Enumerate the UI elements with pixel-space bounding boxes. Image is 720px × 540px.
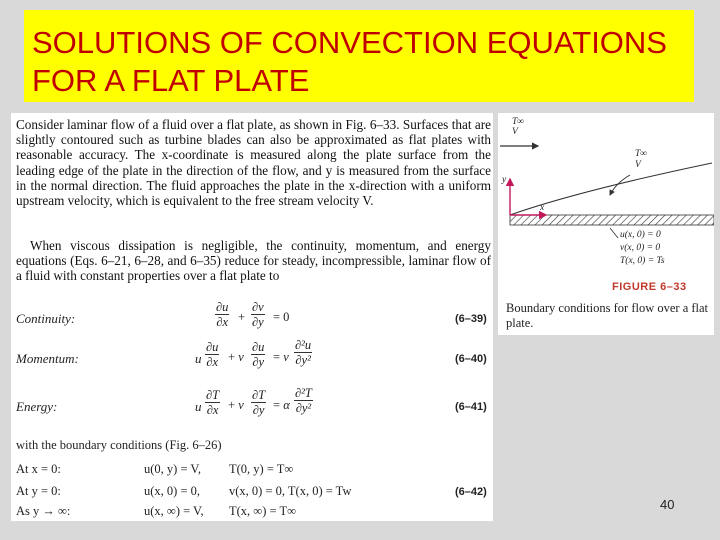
eq-number-41: (6–41) <box>455 401 487 413</box>
figure-title: FIGURE 6–33 <box>612 281 687 293</box>
paragraph-2: When viscous dissipation is negligible, the continuity, momentum, and energy equations (Eqs. 6–21, 6–28, and 6–35) reduce for steady, incompressible, laminar flow of a fluid with constant properties over a flat plate to <box>16 238 491 284</box>
bc-pointer <box>610 228 618 238</box>
equals-zero: = 0 <box>273 310 290 324</box>
eq-number-40: (6–40) <box>455 353 487 365</box>
flat-plate <box>510 215 714 225</box>
mid-label-T: T∞ <box>635 149 648 159</box>
plus-sign: + <box>238 310 246 324</box>
figure-caption: Boundary conditions for flow over a flat plate. <box>506 301 709 330</box>
energy-u: u <box>195 399 202 414</box>
equals-alpha: = α <box>273 398 290 412</box>
paragraph-1: Consider laminar flow of a fluid over a flat plate, as shown in Fig. 6–33. Surfaces that are slightly contoured such as turbine blades can also be approximated as flat plates with reasonable accuracy. The x-coordinate is measured along the plate surface from the leading edge of the plate in the direction of the flow, and y is measured from the surface in the normal direction. The fluid approaches the plate in the x-direction with a uniform upstream velocity, which is equivalent to the free stream velocity V. <box>16 117 491 209</box>
title-line-2: FOR A FLAT PLATE <box>32 63 310 98</box>
top-label-T: T∞ <box>512 117 525 127</box>
bc-row-3-b: T(x, ∞) = T∞ <box>229 504 296 518</box>
eq-number-42: (6–42) <box>455 486 487 498</box>
bc-row-2-cond: At y = 0: <box>16 484 61 498</box>
equals-nu: = ν <box>273 350 289 364</box>
bc-row-1-cond: At x = 0: <box>16 462 61 476</box>
continuity-frac-2: $\frac{\partial v}{\partial y}$ <box>252 300 264 329</box>
plus-sign-3: + v <box>228 398 244 412</box>
flat-plate-diagram <box>498 113 714 278</box>
textbook-page <box>11 113 493 521</box>
bc-row-1-b: T(0, y) = T∞ <box>229 462 294 476</box>
momentum-label: Momentum: <box>16 351 79 366</box>
plus-sign-2: + v <box>228 350 244 364</box>
axis-y-label: y <box>502 175 507 185</box>
title-line-1: SOLUTIONS OF CONVECTION EQUATIONS <box>32 25 667 60</box>
continuity-label: Continuity: <box>16 311 76 326</box>
energy-frac-2: $\frac{\partial T}{\partial y}$ <box>252 388 266 417</box>
momentum-frac-1: $\frac{\partial u}{\partial x}$ <box>206 340 219 369</box>
momentum-u: u <box>195 351 202 366</box>
momentum-frac-3: $\frac{\text{∂²u}}{\text{∂y²}}$ <box>295 338 312 367</box>
bc-row-2-b: v(x, 0) = 0, T(x, 0) = Tw <box>229 484 352 498</box>
bc-row-3-a: u(x, ∞) = V, <box>144 504 204 518</box>
figure-6-33 <box>498 113 714 335</box>
continuity-frac-1: $\frac{\partial u}{\partial x}$ <box>216 300 229 329</box>
mid-label-V: V <box>635 160 641 170</box>
page-number: 40 <box>660 497 675 512</box>
momentum-frac-2: $\frac{\partial u}{\partial y}$ <box>252 340 265 369</box>
bc1-label: u(x, 0) = 0 <box>620 230 661 240</box>
bc-row-2-a: u(x, 0) = 0, <box>144 484 200 498</box>
eq-number-39: (6–39) <box>455 313 487 325</box>
boundary-intro: with the boundary conditions (Fig. 6–26) <box>16 438 222 452</box>
top-label-V: V <box>512 127 518 137</box>
bc-row-3-cond: As y → ∞: <box>16 504 71 518</box>
title-banner <box>24 10 694 102</box>
bc3-label: T(x, 0) = Ts <box>620 256 665 266</box>
axis-x-label: x <box>540 203 545 213</box>
energy-frac-1: $\frac{\partial T}{\partial x}$ <box>206 388 220 417</box>
energy-frac-3: $\frac{\text{∂²T}}{\text{∂y²}}$ <box>295 386 312 415</box>
bc-row-1-a: u(0, y) = V, <box>144 462 201 476</box>
bc2-label: v(x, 0) = 0 <box>620 243 661 253</box>
energy-label: Energy: <box>16 399 58 414</box>
